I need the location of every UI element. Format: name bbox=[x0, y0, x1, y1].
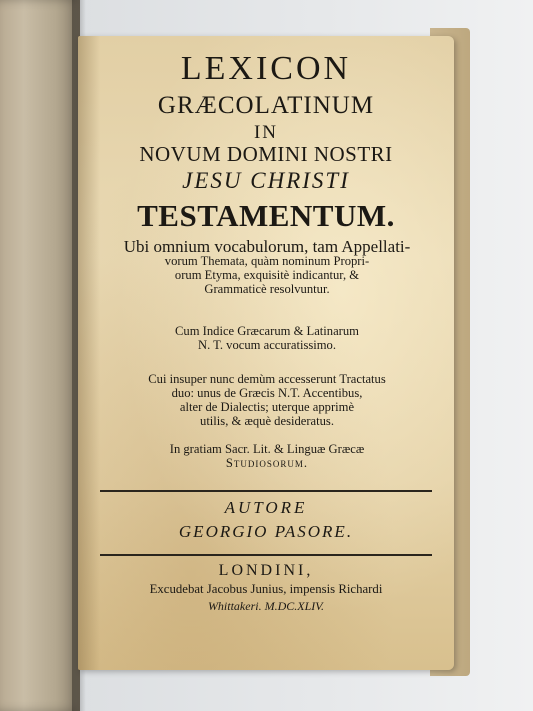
imprint-publisher-date: Whittakeri. M.DC.XLIV. bbox=[207, 599, 325, 613]
dedication-line: Studiosorum. bbox=[225, 456, 309, 470]
title-lexicon: LEXICON bbox=[180, 50, 352, 87]
title-page bbox=[78, 36, 454, 670]
index-note-line: Cum Indice Græcarum & Latinarum bbox=[175, 324, 359, 338]
divider-rule bbox=[100, 554, 432, 556]
treatises-line: Cui insuper nunc demùm accesserunt Tractatus bbox=[148, 372, 386, 386]
imprint-city: LONDINI, bbox=[218, 562, 314, 579]
description-line: Grammaticè resolvuntur. bbox=[204, 282, 330, 296]
author-name: GEORGIO PASORE. bbox=[178, 522, 354, 541]
treatises-line: duo: unus de Græcis N.T. Accentibus, bbox=[171, 386, 363, 400]
description-paragraph bbox=[96, 237, 438, 296]
index-note-line: N. T. vocum accuratissimo. bbox=[197, 338, 337, 352]
dedication-paragraph bbox=[96, 442, 438, 470]
book-cover-left bbox=[0, 0, 80, 711]
description-line: orum Etyma, exquisitè indicantur, & bbox=[174, 268, 360, 282]
treatises-line: utilis, & æquè desideratus. bbox=[200, 414, 334, 428]
title-jesu-christi: JESU CHRISTI bbox=[182, 168, 350, 193]
description-line: Ubi omnium vocabulorum, tam Appellati- bbox=[123, 237, 411, 256]
treatises-paragraph bbox=[96, 372, 438, 428]
title-novum-domini: NOVUM DOMINI NOSTRI bbox=[139, 142, 393, 166]
title-in: IN bbox=[253, 122, 279, 143]
index-note-paragraph bbox=[96, 324, 438, 352]
description-line: vorum Themata, quàm nominum Propri- bbox=[164, 254, 370, 268]
divider-rule bbox=[100, 490, 432, 492]
author-label: AUTORE bbox=[224, 498, 308, 517]
imprint-printer: Excudebat Jacobus Junius, impensis Richardi bbox=[149, 582, 383, 596]
title-graecolatinum: GRÆCOLATINUM bbox=[157, 92, 375, 119]
treatises-line: alter de Dialectis; uterque apprimè bbox=[179, 400, 355, 414]
dedication-line: In gratiam Sacr. Lit. & Linguæ Græcæ bbox=[169, 442, 365, 456]
title-testamentum: TESTAMENTUM. bbox=[137, 198, 395, 233]
